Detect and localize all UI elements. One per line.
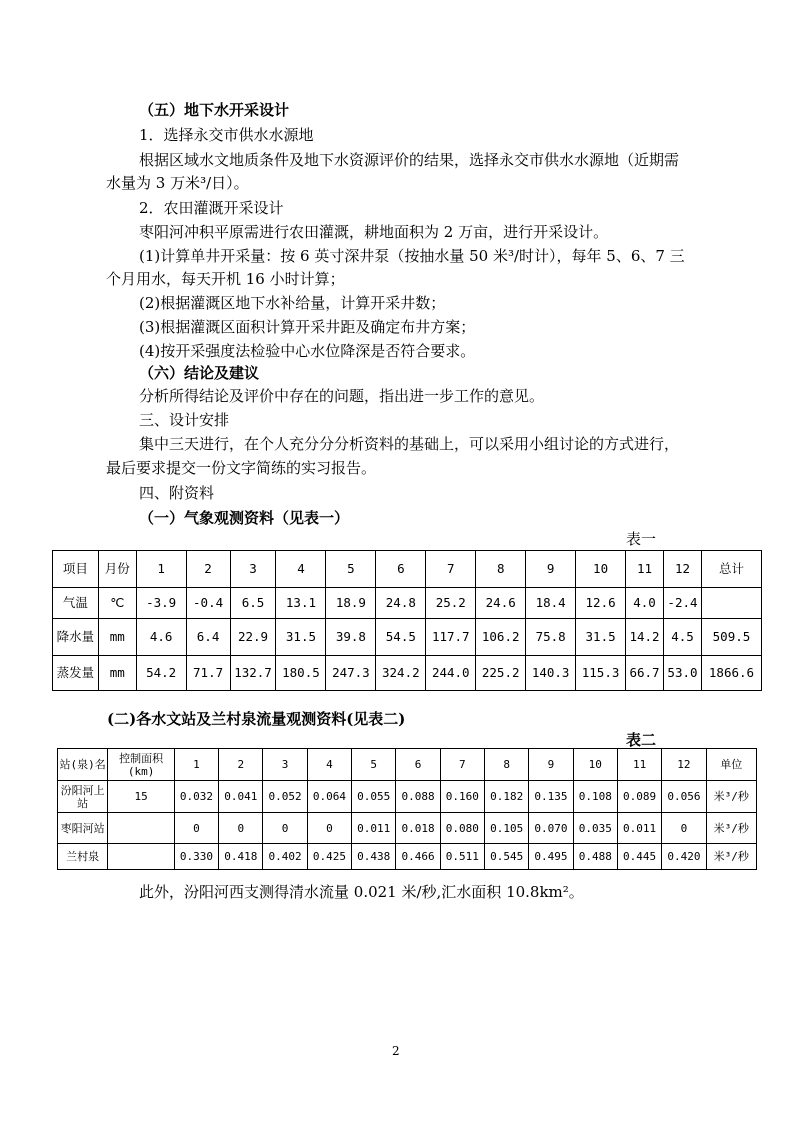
- table-row: [58, 781, 757, 813]
- table-cell: 0.488: [573, 844, 617, 870]
- section-5-2-item2: (2)根据灌溉区地下水补给量，计算开采井数；: [139, 294, 446, 312]
- section-5-2-title: 2．农田灌溉开采设计: [139, 199, 284, 217]
- table-header-cell: 2: [219, 749, 263, 781]
- table-cell: mm: [98, 619, 136, 656]
- section-5-2-item3: (3)根据灌溉区面积计算开采井距及确定布井方案；: [139, 318, 476, 336]
- table-cell: 0.088: [396, 781, 440, 813]
- table-cell: 兰村泉: [58, 844, 108, 870]
- table-cell: -3.9: [136, 588, 186, 619]
- table-header-cell: 9: [529, 749, 573, 781]
- table-cell: 0.089: [617, 781, 661, 813]
- section-3-title: 三、设计安排: [139, 411, 230, 429]
- table-cell: 509.5: [701, 619, 761, 656]
- table-cell: 0.032: [174, 781, 218, 813]
- table-header-cell: 站(泉)名: [58, 749, 108, 781]
- table2-title: (二)各水文站及兰村泉流量观测资料(见表二): [107, 710, 406, 728]
- section-5-2-item1-line2: 个月用水，每天开机 16 小时计算；: [106, 270, 345, 288]
- table-cell: 0.438: [352, 844, 396, 870]
- table-cell: [108, 844, 174, 870]
- table-cell: 117.7: [426, 619, 476, 656]
- table-cell: 0.160: [440, 781, 484, 813]
- page-number: 2: [392, 1044, 400, 1058]
- table-cell: 0.011: [352, 813, 396, 844]
- table-header-cell: 3: [263, 749, 307, 781]
- table-cell: 247.3: [326, 656, 376, 691]
- table-cell: 0.041: [219, 781, 263, 813]
- table-cell: 0: [174, 813, 218, 844]
- table-cell: 0: [219, 813, 263, 844]
- table-header-cell: 单位: [706, 749, 756, 781]
- table-row: [53, 656, 762, 691]
- table-cell: 米³/秒: [706, 781, 756, 813]
- table-cell: 22.9: [230, 619, 276, 656]
- table-cell: 0.418: [219, 844, 263, 870]
- table-header-cell: 12: [664, 551, 702, 588]
- table-cell: 0.080: [440, 813, 484, 844]
- table-cell: 0.420: [662, 844, 706, 870]
- table-header-cell: 项目: [53, 551, 99, 588]
- table-cell: 25.2: [426, 588, 476, 619]
- table-cell: 0.182: [485, 781, 529, 813]
- table-row: [53, 619, 762, 656]
- table-cell: 140.3: [526, 656, 576, 691]
- table-cell: [108, 813, 174, 844]
- table-cell: 15: [108, 781, 174, 813]
- table-cell: 0.135: [529, 781, 573, 813]
- table-cell: 12.6: [576, 588, 626, 619]
- table-header-cell: 7: [440, 749, 484, 781]
- table-header-cell: 11: [626, 551, 664, 588]
- table-header-row: [58, 749, 757, 781]
- table-cell: 4.6: [136, 619, 186, 656]
- table-row: [58, 813, 757, 844]
- table-cell: 14.2: [626, 619, 664, 656]
- table2-label: 表二: [626, 731, 657, 749]
- table-cell: 0.330: [174, 844, 218, 870]
- table-cell: 0.055: [352, 781, 396, 813]
- table-cell: 0: [662, 813, 706, 844]
- section-6-body: 分析所得结论及评价中存在的问题，指出进一步工作的意见。: [139, 387, 545, 405]
- table-cell: 132.7: [230, 656, 276, 691]
- section-6-title: （六）结论及建议: [139, 364, 260, 382]
- table-cell: 汾阳河上站: [58, 781, 108, 813]
- table-header-cell: 8: [476, 551, 526, 588]
- section-3-body-line2: 最后要求提交一份文字简练的实习报告。: [106, 459, 377, 477]
- table-header-cell: 4: [307, 749, 351, 781]
- section-5-1-body-line1: 根据区域水文地质条件及地下水资源评价的结果，选择永交市供水水源地（近期需: [139, 151, 680, 169]
- section-5-1-body-line2: 水量为 3 万米³/日）。: [106, 174, 249, 192]
- table-cell: 降水量: [53, 619, 99, 656]
- table-cell: 枣阳河站: [58, 813, 108, 844]
- table-cell: 0: [263, 813, 307, 844]
- table-cell: 75.8: [526, 619, 576, 656]
- table-header-cell: 控制面积(km): [108, 749, 174, 781]
- table-cell: -0.4: [186, 588, 230, 619]
- table-cell: 6.4: [186, 619, 230, 656]
- table-row: [58, 844, 757, 870]
- table-cell: 115.3: [576, 656, 626, 691]
- table-cell: 6.5: [230, 588, 276, 619]
- table-header-cell: 10: [573, 749, 617, 781]
- table-header-cell: 1: [136, 551, 186, 588]
- table1-title: （一）气象观测资料（见表一）: [139, 509, 350, 527]
- table-cell: 气温: [53, 588, 99, 619]
- table-cell: 米³/秒: [706, 813, 756, 844]
- table-cell: 18.4: [526, 588, 576, 619]
- table-cell: ℃: [98, 588, 136, 619]
- table-cell: 0.056: [662, 781, 706, 813]
- table-cell: 180.5: [276, 656, 326, 691]
- table-header-cell: 12: [662, 749, 706, 781]
- table-cell: 蒸发量: [53, 656, 99, 691]
- table-cell: 4.5: [664, 619, 702, 656]
- table-header-cell: 6: [376, 551, 426, 588]
- table-cell: 24.6: [476, 588, 526, 619]
- table-header-cell: 7: [426, 551, 476, 588]
- table-cell: 71.7: [186, 656, 230, 691]
- table-cell: 0.035: [573, 813, 617, 844]
- table-header-cell: 月份: [98, 551, 136, 588]
- section-3-body-line1: 集中三天进行，在个人充分分分析资料的基础上，可以采用小组讨论的方式进行，: [139, 435, 680, 453]
- table-cell: 66.7: [626, 656, 664, 691]
- table-header-cell: 5: [326, 551, 376, 588]
- table-cell: 0: [307, 813, 351, 844]
- table-cell: 18.9: [326, 588, 376, 619]
- table-row: [53, 588, 762, 619]
- table-cell: 324.2: [376, 656, 426, 691]
- table-cell: 225.2: [476, 656, 526, 691]
- table-cell: 1866.6: [701, 656, 761, 691]
- table1-label: 表一: [626, 530, 657, 548]
- section-5-title: （五）地下水开采设计: [139, 101, 290, 119]
- table-header-cell: 5: [352, 749, 396, 781]
- section-4-title: 四、附资料: [139, 484, 215, 502]
- table-cell: 106.2: [476, 619, 526, 656]
- table-header-cell: 4: [276, 551, 326, 588]
- table-header-cell: 2: [186, 551, 230, 588]
- table-cell: 0.070: [529, 813, 573, 844]
- table-cell: 0.495: [529, 844, 573, 870]
- table-header-cell: 6: [396, 749, 440, 781]
- section-5-2-item4: (4)按开采强度法检验中心水位降深是否符合要求。: [139, 342, 476, 360]
- table-cell: 0.402: [263, 844, 307, 870]
- section-5-2-body: 枣阳河冲积平原需进行农田灌溉，耕地面积为 2 万亩，进行开采设计。: [139, 223, 609, 241]
- table-header-cell: 11: [617, 749, 661, 781]
- table-header-row: [53, 551, 762, 588]
- table-cell: 0.052: [263, 781, 307, 813]
- hydrology-flow-table: [57, 748, 757, 870]
- table-cell: 0.018: [396, 813, 440, 844]
- table-cell: 244.0: [426, 656, 476, 691]
- table-cell: 4.0: [626, 588, 664, 619]
- table-cell: 0.466: [396, 844, 440, 870]
- table-cell: 13.1: [276, 588, 326, 619]
- table-cell: -2.4: [664, 588, 702, 619]
- table-cell: 31.5: [576, 619, 626, 656]
- table-header-cell: 10: [576, 551, 626, 588]
- table-header-cell: 1: [174, 749, 218, 781]
- table-cell: 0.011: [617, 813, 661, 844]
- table-cell: 54.5: [376, 619, 426, 656]
- footnote-text: 此外，汾阳河西支测得清水流量 0.021 米/秒,汇水面积 10.8km²。: [139, 883, 584, 901]
- table-cell: 24.8: [376, 588, 426, 619]
- table-header-cell: 8: [485, 749, 529, 781]
- section-5-2-item1-line1: (1)计算单井开采量：按 6 英寸深井泵（按抽水量 50 米³/时计），每年 5、6、7 三: [139, 247, 685, 265]
- table-cell: 0.545: [485, 844, 529, 870]
- meteorological-table: [52, 550, 762, 691]
- section-5-1-title: 1．选择永交市供水水源地: [139, 126, 314, 144]
- table-cell: 0.425: [307, 844, 351, 870]
- table-cell: 0.064: [307, 781, 351, 813]
- table-header-cell: 总计: [701, 551, 761, 588]
- table-header-cell: 9: [526, 551, 576, 588]
- table-cell: 0.108: [573, 781, 617, 813]
- table-header-cell: 3: [230, 551, 276, 588]
- table-cell: 31.5: [276, 619, 326, 656]
- table-cell: 0.511: [440, 844, 484, 870]
- table-cell: mm: [98, 656, 136, 691]
- table-cell: 0.445: [617, 844, 661, 870]
- table-cell: [701, 588, 761, 619]
- table-cell: 米³/秒: [706, 844, 756, 870]
- table-cell: 53.0: [664, 656, 702, 691]
- table-cell: 39.8: [326, 619, 376, 656]
- table-cell: 54.2: [136, 656, 186, 691]
- table-cell: 0.105: [485, 813, 529, 844]
